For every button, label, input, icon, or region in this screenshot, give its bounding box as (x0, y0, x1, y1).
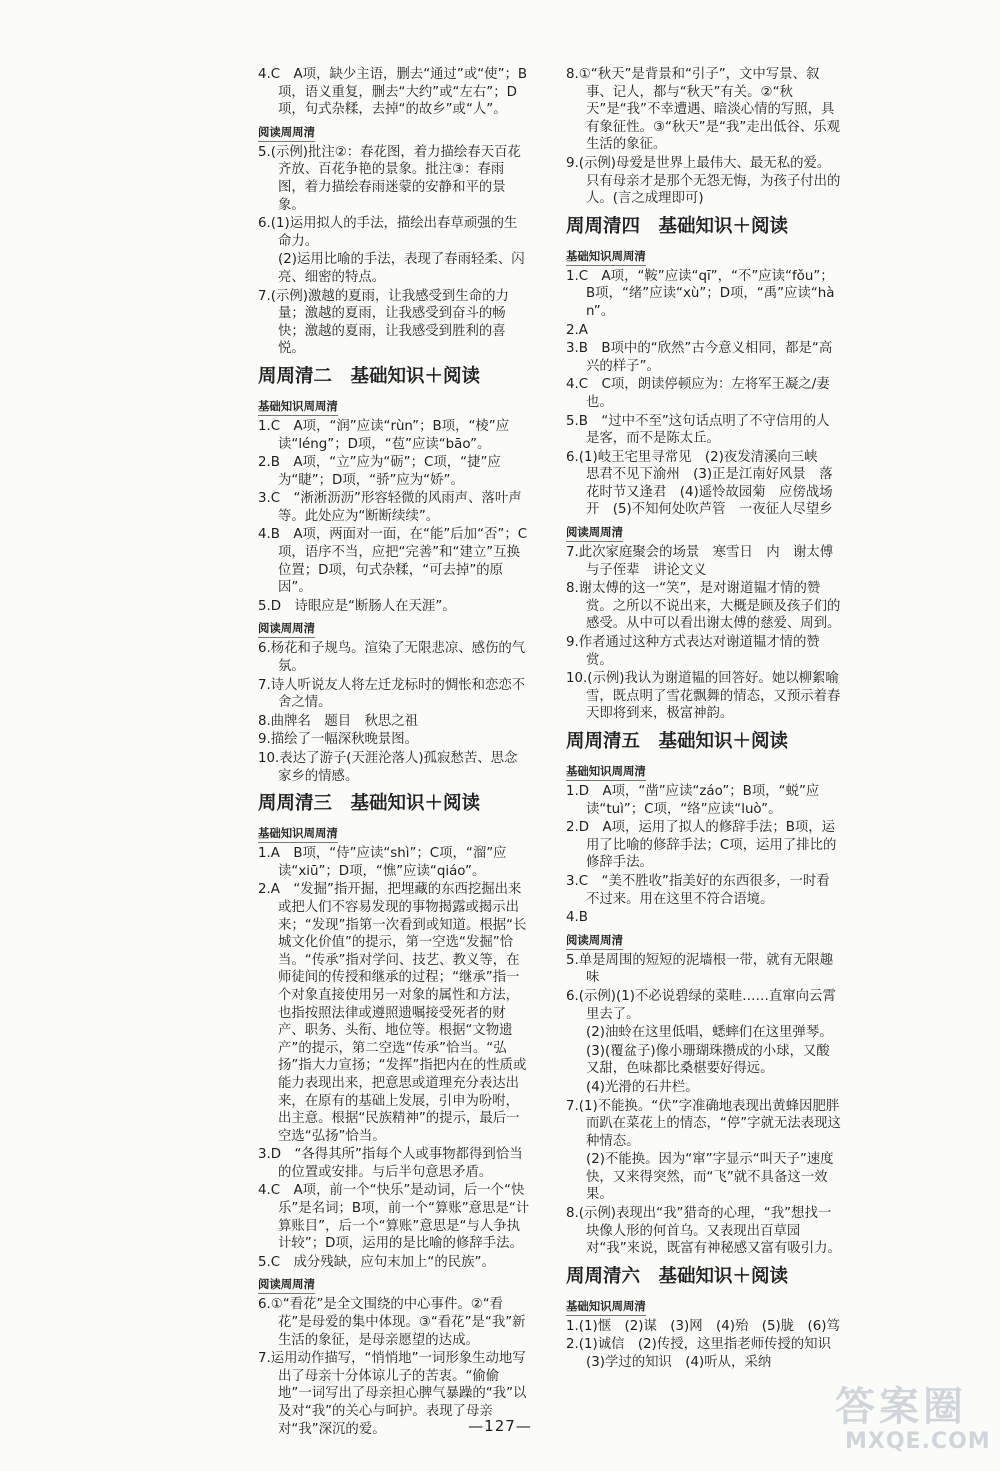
answer-item: 10.表达了游子(天涯沦落人)孤寂愁苦、思念家乡的情感。 (258, 751, 518, 784)
section-title: 周周清四 基础知识＋阅读 (566, 215, 789, 237)
answer-item: 7.诗人听说友人将左迁龙标时的惆怅和恋恋不舍之情。 (258, 677, 526, 711)
answer-item: 4.C A项，缺少主语，删去“通过”或“使”；B项，语义重复，删去“大约”或“左右”；D项，句式杂糅，去掉“的故乡”或“人”。 (258, 67, 528, 118)
answer-item: 7.(示例)激越的夏雨，让我感受到生命的力量；激越的夏雨，让我感受到奋斗的畅快；激越的夏雨，让我感受到胜利的喜悦。 (258, 288, 509, 357)
answer-item: 10.(示例)我认为谢道韫的回答好。她以柳絮喻雪，既点明了雪花飘舞的情态，又预示着春天即将到来，极富神韵。 (566, 671, 841, 722)
answer-item: 4.B (566, 910, 588, 926)
answer-item: 5.单是周围的短短的泥墙根一带，就有无限趣味 (566, 952, 834, 986)
left-column (258, 66, 530, 1439)
answer-item: 5.(示例)批注②：春花图，着力描绘春天百花齐放、百花争艳的景象。批注③：春雨图，着力描绘春雨迷蒙的安静和平的景象。 (258, 144, 521, 213)
answer-item: 9.(示例)母爱是世界上最伟大、最无私的爱。只有母亲才是那个无怨无悔，为孩子付出的人。(言之成理即可) (566, 155, 841, 207)
answer-item: 6.(1)运用拟人的手法，描绘出春草顽强的生命力。 (258, 216, 518, 249)
answer-item: 8.谢太傅的这一“笑”，是对谢道韫才情的赞赏。之所以不说出来，大概是顾及孩子们的感受。从中可以看出谢太傅的慈爱、周到。 (566, 581, 841, 632)
subsection-wrapper (258, 821, 530, 845)
answer-item: 1.C A项，“润”应读“rùn”；B项，“棱”应读“léng”；D项，“苞”应读“bāo”。 (258, 418, 510, 452)
watermark-logo (835, 1385, 995, 1465)
subsection-heading: 基础知识周周清 (566, 1298, 646, 1316)
right-column (566, 66, 845, 1373)
subsection-wrapper (258, 394, 530, 418)
answer-item: 8.曲牌名 题目 秋思之祖 (258, 713, 419, 729)
subsection-wrapper (258, 120, 530, 144)
answer-item: 2.A (566, 322, 588, 338)
subsection-heading: 阅读周周清 (258, 1276, 315, 1294)
section-title: 周周清三 基础知识＋阅读 (258, 793, 481, 815)
answer-continuation: (3)(覆盆子)像小珊瑚珠攒成的小球，又酸又甜，色味都比桑椹要好得远。 (586, 1043, 830, 1077)
answer-item: 3.C “美不胜收”指美好的东西很多，一时看不过来。用在这里不符合语境。 (566, 873, 830, 907)
section-title: 周周清五 基础知识＋阅读 (566, 731, 789, 752)
answer-continuation: (2)油蛉在这里低唱，蟋蟀们在这里弹琴。 (586, 1025, 833, 1041)
answer-continuation: (2)不能换。因为“窜”字显示“叫天子”速度快，又来得突然，而“飞”就不具备这一效果。 (586, 1152, 834, 1203)
answer-item: 5.B “过中不至”这句话点明了不守信用的人是客，而不是陈太丘。 (566, 413, 830, 447)
section-title: 周周清二 基础知识＋阅读 (258, 365, 481, 387)
subsection-heading: 阅读周周清 (566, 932, 623, 950)
answer-item: 1.A B项，“侍”应读“shì”；C项，“溜”应读“xiū”；D项，“憔”应读“qiáo”。 (258, 846, 507, 879)
subsection-heading: 基础知识周周清 (258, 825, 338, 843)
answer-item: 6.①“看花”是全文围绕的中心事件。②“看花”是母爱的集中体现。③“看花”是“我”新生活的象征，是母亲愿望的达成。 (258, 1297, 526, 1348)
answer-item: 1.D A项，“凿”应读“záo”；B项，“蜕”应读“tuì”；C项，“络”应读“luò”。 (566, 784, 820, 817)
subsection-wrapper (566, 759, 842, 783)
subsection-heading: 基础知识周周清 (566, 763, 646, 781)
subsection-wrapper (566, 928, 842, 952)
answer-item: 4.C C项，朗读停顿应为：左将军王凝之/妻也。 (566, 377, 830, 410)
answer-item: 5.D 诗眼应是“断肠人在天涯”。 (258, 598, 456, 614)
answer-item: 9.作者通过这种方式表达对谢道韫才情的赞赏。 (566, 635, 820, 668)
answer-item: 2.B A项，“立”应为“砺”；C项，“捷”应为“睫”；D项，“骄”应为“娇”。 (258, 455, 501, 488)
answer-item: 7.(1)不能换。“伏”字准确地表现出黄蜂因肥胖而趴在菜花上的情态，“停”字就无法表现这种情态。 (566, 1098, 841, 1149)
subsection-wrapper (566, 244, 842, 268)
answer-item: 1.(1)惬 (2)谋 (3)网 (4)殆 (5)胧 (6)笃 (566, 1318, 840, 1334)
answer-item: 3.C “淅淅沥沥”形容轻微的风雨声、落叶声等。此处应为“断断续续”。 (258, 491, 522, 524)
answer-item: 3.B B项中的“欣然”古今意义相同，都是“高兴的样子”。 (566, 341, 833, 374)
subsection-wrapper (258, 1272, 530, 1296)
answer-item: 4.C A项，前一个“快乐”是动词，后一个“快乐”是名词；B项，前一个“算账”意思是“计算账目”，后一个“算账”意思是“与人争执计较”；D项，运用的是比喻的修辞手法。 (258, 1183, 530, 1252)
answer-item: 6.(1)岐王宅里寻常见 (2)夜发清溪向三峡 思君不见下渝州 (3)正是江南好风景 落花时节又逢君 (4)遥怜故园菊 应傍战场开 (5)不知何处吹芦管 一夜征人尽望乡 (566, 449, 833, 518)
answer-item: 3.D “各得其所”指每个人或事物都得到恰当的位置或安排。与后半句意思矛盾。 (258, 1147, 523, 1180)
subsection-wrapper (566, 520, 842, 544)
answer-item: 1.C A项，“鞍”应读“qī”，“不”应读“fǒu”；B项，“绪”应读“xù”；D项，“禹”应读“hàn”。 (566, 268, 835, 319)
subsection-heading: 阅读周周清 (258, 620, 315, 638)
subsection-wrapper (566, 1294, 842, 1318)
answer-item: 2.A “发掘”指开掘，把埋藏的东西挖掘出来或把人们不容易发现的事物揭露或揭示出来；“发现”指第一次看到或知道。根据“长城文化价值”的提示，第一空选“发掘”恰当。“传承”指对学问、技艺、教义等，在师徒间的传授和继承的过程；“继承”指一个对象直接使用另一对象的属性和方法，也指按照法律或遵照遗嘱接受死者的财产、职务、头衔、地位等。根据“文物遗产”的提示，第二空选“传承”恰当。“弘扬”指大力宣扬；“发挥”指把内在的性质或能力表现出来，把意思或道理充分表达出来，在原有的基础上发展，引申为吩咐，出主意。根据“民族精神”的提示，最后一空选“弘扬”恰当。 (258, 882, 527, 1144)
answer-item: 2.(1)诚信 (2)传授，这里指老师传授的知识 (3)学过的知识 (4)听从，采纳 (566, 1337, 845, 1371)
answer-item: 6.(示例)(1)不必说碧绿的菜畦……直窜向云霄里去了。 (566, 988, 836, 1022)
answer-item: 2.D A项，运用了拟人的修辞手法；B项，运用了比喻的修辞手法；C项，运用了排比的修辞手法。 (566, 820, 837, 871)
subsection-heading: 基础知识周周清 (566, 248, 646, 266)
page-number: —127— (468, 1417, 532, 1435)
answer-item: 5.C 成分残缺，应句末加上“的民族”。 (258, 1254, 495, 1270)
answer-continuation: (4)光滑的石井栏。 (586, 1079, 699, 1095)
answer-item: 7.运用动作描写，“悄悄地”一词形象生动地写出了母亲十分体谅儿子的苦衷。“偷偷地”一词写出了母亲担心脾气暴躁的“我”以及对“我”的关心与呵护。表现了母亲对“我”深沉的爱。 (258, 1351, 527, 1437)
answer-item: 8.(示例)表现出“我”猎奇的心理，“我”想找一块像人形的何首乌。又表现出百草园对“我”来说，既富有神秘感又富有吸引力。 (566, 1206, 841, 1257)
section-title: 周周清六 基础知识＋阅读 (566, 1265, 789, 1287)
answer-continuation: (2)运用比喻的手法，表现了春雨轻柔、闪亮、细密的特点。 (278, 252, 525, 285)
subsection-heading: 基础知识周周清 (258, 398, 338, 416)
answer-item: 9.描绘了一幅深秋晚景图。 (258, 732, 419, 748)
watermark-logo-text: 答案圈 (835, 1383, 967, 1430)
watermark-url: MXQE.COM (845, 1429, 991, 1454)
answer-item: 7.此次家庭聚会的场景 寒雪日 内 谢太傅与子侄辈 讲论文义 (566, 545, 834, 578)
subsection-wrapper (258, 616, 530, 640)
answer-item: 8.①“秋天”是背景和“引子”，文中写景、叙事、记人，都与“秋天”有关。②“秋天”是“我”不幸遭遇、暗淡心情的写照，具有象征性。③“秋天”是“我”走出低谷、乐观生活的象征。 (566, 67, 841, 153)
subsection-heading: 阅读周周清 (566, 524, 623, 542)
answer-item: 4.B A项，两面对一面，在“能”后加“否”；C项，语序不当，应把“完善”和“建立”互换位置；D项，句式杂糅，“可去掉”的原因”。 (258, 527, 528, 596)
answer-item: 6.杨花和子规鸟。渲染了无限悲凉、感伤的气氛。 (258, 641, 526, 675)
subsection-heading: 阅读周周清 (258, 124, 315, 142)
